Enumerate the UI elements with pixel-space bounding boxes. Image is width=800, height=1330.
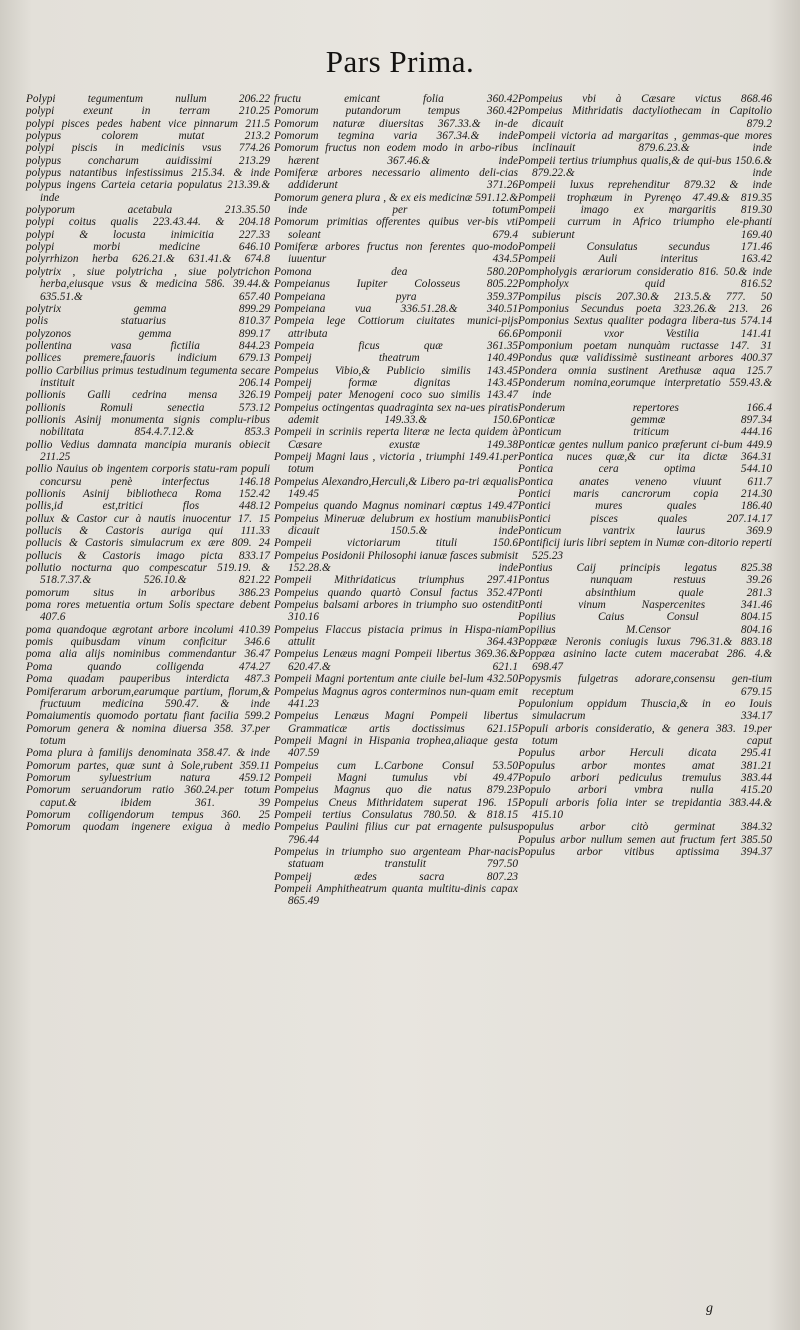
index-entry: polytrix , siue polytricha , siue polytrichon herba,eiusque vsus & medicina 586. 39.44.& 635.51.& 657.40 xyxy=(26,265,270,303)
index-entry: Pomorum seruandorum ratio 360.24.per totum caput.& ibidem 361. 39 xyxy=(26,784,270,809)
index-entry: Ponti absinthium quale 281.3 xyxy=(518,586,772,599)
index-entry: polyporum acetabula 213.35.50 xyxy=(26,204,270,217)
index-entry: Pomorum colligendorum tempus 360. 25 xyxy=(26,808,270,821)
index-entry: pollionis Galli cedrina mensa 326.19 xyxy=(26,389,270,402)
index-entry: Pontici mures quales 186.40 xyxy=(518,500,772,513)
index-entry: pollionis Romuli senectia 573.12 xyxy=(26,401,270,414)
index-entry: Pomorum fructus non eodem modo in arbo-ribus hærent 367.46.& inde xyxy=(274,142,518,167)
index-entry: Pomponium poetam nunquàm ructasse 147. 31 xyxy=(518,339,772,352)
index-entry: Pompeij ædes sacra 807.23 xyxy=(274,870,518,883)
index-entry: Pompeia ficus quæ 361.35 xyxy=(274,339,518,352)
index-entry: Pompeius Lenæus Magni Pompeii libertus Grammaticæ artis doctissimus 621.15 xyxy=(274,710,518,735)
index-entry: pollio Nauius ob ingentem corporis statu-ram populi concursu penè interfectus 146.18 xyxy=(26,463,270,488)
index-entry: Pompeij formæ dignitas 143.45 xyxy=(274,376,518,389)
index-entry: Pompilus piscis 207.30.& 213.5.& 777. 50 xyxy=(518,290,772,303)
index-entry: Pompeii victoria ad margaritas , gemmas-que mores inclinauit 879.6.23.& inde xyxy=(518,130,772,155)
index-entry: polypus natantibus infestissimus 215.34. & inde xyxy=(26,167,270,180)
index-entry: polyzonos gemma 899.17 xyxy=(26,327,270,340)
index-entry: Pompeiana pyra 359.37 xyxy=(274,290,518,303)
index-entry: polypi piscis in medicinis vsus 774.26 xyxy=(26,142,270,155)
index-entry: Pompeius Paulini filius cur pat ernagente pulsus 796.44 xyxy=(274,821,518,846)
index-entry: Pomorum syluestrium natura 459.12 xyxy=(26,771,270,784)
index-entry: Pontius Caij principis legatus 825.38 xyxy=(518,562,772,575)
index-column-2 xyxy=(274,93,518,908)
index-entry: Ponticæ gemmæ 897.34 xyxy=(518,413,772,426)
index-entry: Populi arboris folia inter se trepidantia 383.44.& 415.10 xyxy=(518,796,772,821)
index-entry: Populo arbori vmbra nulla 415.20 xyxy=(518,784,772,797)
index-entry: Pomona dea 580.20 xyxy=(274,265,518,278)
index-entry: polis statuarius 810.37 xyxy=(26,315,270,328)
index-entry: Pomorum partes, quæ sunt à Sole,rubent 359.11 xyxy=(26,759,270,772)
index-entry: pollionis Asinij bibliotheca Roma 152.42 xyxy=(26,488,270,500)
index-entry: Popysmis fulgetras adorare,consensu gen-tium receptum 679.15 xyxy=(518,673,772,698)
index-entry: Pompeii trophæum in Pyrenęo 47.49.& 819.35 xyxy=(518,191,772,204)
index-entry: polyrrhizon herba 626.21.& 631.41.& 674.8 xyxy=(26,253,270,266)
index-entry: polypi coitus qualis 223.43.44. & 204.18 xyxy=(26,216,270,229)
index-entry: Populus arbor vitibus aptissima 394.37 xyxy=(518,845,772,858)
index-entry: Poma quando colligenda 474.27 xyxy=(26,660,270,673)
index-entry: poma rores metuentia ortum Solis spectare debent 407.6 xyxy=(26,599,270,624)
index-entry: Pompeius Magnus agros conterminos nun-quam emit 441.23 xyxy=(274,685,518,710)
index-entry: Pomorum genera plura , & ex eis medicinæ 591.12.& inde per totum xyxy=(274,191,518,217)
index-entry: Pompeij Magni laus , victoria , triumphi 149.41.per totum xyxy=(274,450,518,476)
index-entry: Pomorum quodam ingenere exigua à medio xyxy=(26,821,270,834)
index-column-1 xyxy=(26,93,270,834)
index-entry: pollucis & Castoris auriga qui 111.33 xyxy=(26,525,270,538)
index-entry: Pompeianus Iupiter Colosseus 805.22 xyxy=(274,278,518,291)
index-entry: Pompeii Magni tumulus vbi 49.47 xyxy=(274,771,518,784)
index-entry: Pontici maris cancrorum copia 214.30 xyxy=(518,488,772,500)
index-entry: polypus concharum auidissimi 213.29 xyxy=(26,154,270,167)
index-entry: Populi arboris consideratio, & genera 383. 19.per totum caput xyxy=(518,722,772,747)
index-entry: fructu emicant folia 360.42 xyxy=(274,93,518,105)
index-entry: pomis quibusdam vinum conficitur 346.6 xyxy=(26,636,270,649)
index-entry: polypi morbi medicine 646.10 xyxy=(26,241,270,254)
index-entry: pollis,id est,tritici flos 448.12 xyxy=(26,500,270,513)
index-entry: Pompeius Magnus quo die natus 879.23 xyxy=(274,784,518,797)
index-entry: Pompeii Consulatus secundus 171.46 xyxy=(518,241,772,254)
index-entry: Pompeius octingentas quadraginta sex na-ues piratis ademit 149.33.& 150.6 xyxy=(274,401,518,426)
index-entry: Pompeius Vibio,& Publicio similis 143.45 xyxy=(274,364,518,377)
index-entry: Pomorum primitias offerentes quibus ver-bis vti soleant 679.4 xyxy=(274,216,518,241)
index-entry: Pomiferæ arbores fructus non ferentes quo-modo iuuentur 434.5 xyxy=(274,241,518,266)
index-entry: Pompeius Mithridatis dactyliothecam in Capitolio dicauit 879.2 xyxy=(518,105,772,130)
index-entry: polytrix gemma 899.29 xyxy=(26,302,270,315)
index-entry: polypi exeunt in terram 210.25 xyxy=(26,105,270,118)
index-entry: Pompeii tertius triumphus qualis,& de qui-bus 150.6.& 879.22.& inde xyxy=(518,154,772,180)
index-entry: Pompeius quando Magnus nominari cœptus 149.47 xyxy=(274,500,518,513)
index-entry: Pontus nunquam restuus 39.26 xyxy=(518,574,772,587)
index-entry: polypi pisces pedes habent vice pinnarum 211.5 xyxy=(26,117,270,130)
index-entry: Pompeius Alexandro,Herculi,& Libero pa-tri æqualis 149.45 xyxy=(274,475,518,500)
index-entry: Populus arbor Herculi dicata 295.41 xyxy=(518,747,772,760)
index-entry: Poppææ Neronis coniugis luxus 796.31.& 883.18 xyxy=(518,636,772,649)
index-entry: Pontificij iuris libri septem in Numæ con-ditorio reperti 525.23 xyxy=(518,537,772,562)
index-entry: Ponderum repertores 166.4 xyxy=(518,401,772,414)
index-entry: Poma plura à familijs denominata 358.47. & inde xyxy=(26,747,270,760)
index-entry: Pomaiumentis quomodo portatu fiant facilia 599.2 xyxy=(26,710,270,723)
index-entry: pollutio nocturna quo compescatur 519.19. & 518.7.37.& 526.10.& 821.22 xyxy=(26,562,270,587)
index-entry: polypus ingens Carteia cetaria populatus 213.39.& inde xyxy=(26,179,270,204)
index-entry: Pompeii in scriniis reperta literæ ne lecta quidem à Cæsare exustæ 149.38 xyxy=(274,426,518,451)
index-entry: Pompeii imago ex margaritis 819.30 xyxy=(518,204,772,217)
index-entry: Pompeii Magni in Hispania trophea,aliaque gesta 407.59 xyxy=(274,734,518,760)
index-entry: Pontica anates veneno viuunt 611.7 xyxy=(518,475,772,488)
index-entry: Pompeij pater Menogeni coco suo similis 143.47 xyxy=(274,389,518,402)
index-entry: pollio Carbilius primus testudinum tegumenta secare instituit 206.14 xyxy=(26,364,270,389)
index-entry: Pompeius Mineruæ delubrum ex hostium manubiis dicauit 150.5.& inde xyxy=(274,512,518,538)
index-entry: Populus arbor montes amat 381.21 xyxy=(518,759,772,772)
index-entry: Populonium oppidum Thuscia,& in eo Iouis simulacrum 334.17 xyxy=(518,697,772,723)
index-column-3 xyxy=(518,93,772,858)
index-entry: pollux & Castor cur à nautis inuocentur 17. 15 xyxy=(26,512,270,525)
index-entry: Pompeii Auli interitus 163.42 xyxy=(518,253,772,266)
index-entry: Pontici pisces quales 207.14.17 xyxy=(518,512,772,525)
index-entry: Pomiferæ arbores necessario alimento deli-cias addiderunt 371.26 xyxy=(274,167,518,192)
index-entry: Pompeius vbi à Cæsare victus 868.46 xyxy=(518,93,772,105)
index-entry: polypus colorem mutat 213.2 xyxy=(26,130,270,143)
index-entry: Pompeii Magni portentum ante ciuile bel-lum 432.50 xyxy=(274,673,518,686)
index-entry: Popilius M.Censor 804.16 xyxy=(518,623,772,636)
index-entry: Populus arbor nullum semen aut fructum fert 385.50 xyxy=(518,833,772,846)
index-entry: Pompeius quando quartò Consul factus 352.47 xyxy=(274,586,518,599)
index-entry: pollucis & Castoris simulacrum ex ære 809. 24 xyxy=(26,537,270,550)
index-entry: Pompeiana vua 336.51.28.& 340.51 xyxy=(274,302,518,315)
index-entry: Pompholyx quid 816.52 xyxy=(518,278,772,291)
index-entry: Pompeius Lenæus magni Pompeii libertus 369.36.& 620.47.& 621.1 xyxy=(274,648,518,673)
index-entry: Pondera omnia sustinent Arethusæ aqua 125.7 xyxy=(518,364,772,377)
index-entry: pollucis & Castoris imago picta 833.17 xyxy=(26,549,270,562)
index-entry: Pompholygis ærariorum consideratio 816. 50.& inde xyxy=(518,265,772,278)
index-entry: Pompeii currum in Africo triumpho ele-phanti subierunt 169.40 xyxy=(518,216,772,241)
index-entry: pomorum situs in arboribus 386.23 xyxy=(26,586,270,599)
index-entry: Ponti vinum Naspercenites 341.46 xyxy=(518,599,772,612)
index-entry: Pomiferarum arborum,earumque partium, florum,& fructuum medicina 590.47. & inde xyxy=(26,685,270,710)
index-entry: Pomponius Sextus qualiter podagra libera-tus 574.14 xyxy=(518,315,772,328)
index-entry: Polypi tegumentum nullum 206.22 xyxy=(26,93,270,105)
index-entry: Pompeius cum L.Carbone Consul 53.50 xyxy=(274,759,518,772)
index-entry: Pompeia lege Cottiorum ciuitates munici-pijs attributa 66.6 xyxy=(274,315,518,340)
index-entry: Pompeius Posidonii Philosophi ianuæ fasces submisit 152.28.& inde xyxy=(274,549,518,575)
index-entry: Pompeii tertius Consulatus 780.50. & 818.15 xyxy=(274,808,518,821)
index-entry: poma quandoque ægrotant arbore incolumi 410.39 xyxy=(26,623,270,636)
index-entry: pollentina vasa fictilia 844.23 xyxy=(26,339,270,352)
index-entry: Pompeij theatrum 140.49 xyxy=(274,352,518,365)
index-entry: Populo arbori pediculus tremulus 383.44 xyxy=(518,771,772,784)
index-entry: Pomorum genera & nomina diuersa 358. 37.per totum xyxy=(26,722,270,747)
index-entry: Pompeii luxus reprehenditur 879.32 & inde xyxy=(518,179,772,192)
index-entry: Ponticæ gentes nullum panico præferunt ci-bum 449.9 xyxy=(518,438,772,451)
index-entry: poma alia alijs nominibus commendantur 36.47 xyxy=(26,648,270,661)
index-entry: Pontica cera optima 544.10 xyxy=(518,463,772,476)
index-entry: Pomponius Secundus poeta 323.26.& 213. 26 xyxy=(518,302,772,315)
index-entry: Pompeius Flaccus pistacia primus in Hispa-niam attulit 364.43 xyxy=(274,623,518,649)
index-entry: Poma quadam pauperibus interdicta 487.3 xyxy=(26,673,270,686)
index-entry: pollionis Asinij monumenta signis complu-ribus nobilitata 854.4.7.12.& 853.3 xyxy=(26,413,270,439)
index-entry: Pompeius Cneus Mithridatem superat 196. 15 xyxy=(274,796,518,809)
index-entry: Ponticum triticum 444.16 xyxy=(518,426,772,439)
index-entry: Pomorum naturæ diuersitas 367.33.& in-de xyxy=(274,117,518,130)
index-entry: polypi & locusta inimicitia 227.33 xyxy=(26,228,270,241)
index-entry: Pondus quæ validissimè sustineant arbores 400.37 xyxy=(518,352,772,365)
index-entry: pollices premere,fauoris indicium 679.13 xyxy=(26,352,270,365)
index-entry: Pompeii Mithridaticus triumphus 297.41 xyxy=(274,574,518,587)
index-entry: Pomorum tegmina varia 367.34.& inde xyxy=(274,130,518,143)
index-entry: Popilius Caius Consul 804.15 xyxy=(518,611,772,624)
index-entry: Pompeius balsami arbores in triumpho suo ostendit 310.16 xyxy=(274,599,518,624)
index-entry: populus arbor citò germinat 384.32 xyxy=(518,821,772,834)
index-entry: Pomorum putandorum tempus 360.42 xyxy=(274,105,518,118)
index-entry: pollio Vedius damnata mancipia muranis obiecit 211.25 xyxy=(26,438,270,463)
index-entry: Pompeii victoriarum tituli 150.6 xyxy=(274,537,518,550)
index-entry: Pompeius in triumpho suo argenteam Phar-nacis statuam transtulit 797.50 xyxy=(274,845,518,871)
index-entry: Ponticum vantrix laurus 369.9 xyxy=(518,525,772,538)
index-entry: Poppæa asinino lacte cutem macerabat 286. 4.& 698.47 xyxy=(518,648,772,673)
index-entry: Pontica nuces quæ,& cur ita dictæ 364.31 xyxy=(518,450,772,463)
index-entry: Ponderum nomina,eorumque interpretatio 559.43.& inde xyxy=(518,376,772,402)
page-title: Pars Prima. xyxy=(325,44,475,79)
index-entry: Pompeii Amphitheatrum quanta multitu-dinis capax 865.49 xyxy=(274,883,518,908)
signature-mark: g xyxy=(706,1301,713,1316)
index-entry: Pomponii vxor Vestilia 141.41 xyxy=(518,327,772,340)
